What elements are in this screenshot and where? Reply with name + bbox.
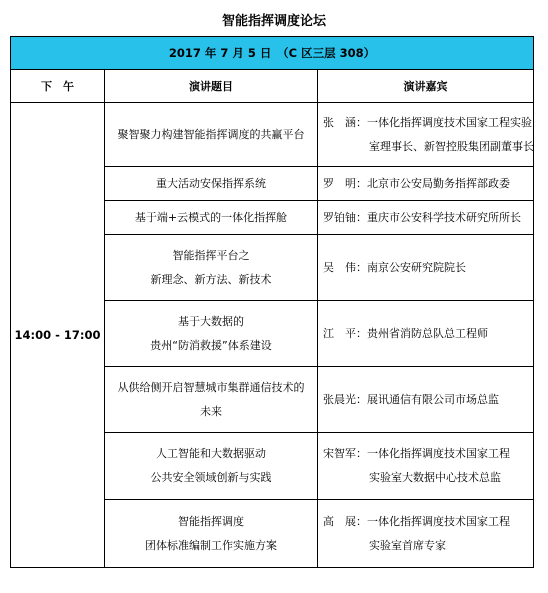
speaker-line: 罗铂铀：重庆市公安科学技术研究所所长: [323, 210, 521, 224]
date-cell: 2017 年 7 月 5 日 （C 区三层 308）: [11, 37, 534, 70]
topic-line: 人工智能和大数据驱动: [156, 447, 266, 460]
topic-line: 公共安全领域创新与实践: [150, 471, 272, 484]
schedule-table: [10, 36, 534, 568]
topic-line: 团体标准编制工作实施方案: [145, 538, 277, 552]
table-row: [11, 103, 534, 167]
topic-cell: [105, 103, 318, 167]
header-row: [11, 70, 534, 103]
speaker-line: 罗 明：北京市公安局勤务指挥部政委: [323, 176, 510, 190]
speaker-line: 张晨光：展讯通信有限公司市场总监: [323, 392, 499, 406]
header-speaker: 演讲嘉宾: [318, 70, 534, 103]
speaker-line: 江 平：贵州省消防总队总工程师: [323, 326, 488, 340]
topic-line: 贵州“防消救援”体系建设: [150, 338, 272, 352]
topic-cell: [105, 235, 318, 301]
speaker-cell: [318, 367, 534, 433]
speaker-cell: [318, 301, 534, 367]
topic-line: 从供给侧开启智慧城市集群通信技术的: [117, 380, 305, 394]
speaker-line: 张 涵：一体化指挥调度技术国家工程实验: [323, 115, 532, 129]
topic-cell: [105, 500, 318, 568]
time-cell: 14:00 - 17:00: [11, 103, 105, 568]
topic-line: 聚智聚力构建智能指挥调度的共赢平台: [117, 127, 305, 141]
topic-cell: [105, 167, 318, 201]
speaker-cell: [318, 103, 534, 167]
speaker-cell: [318, 235, 534, 301]
speaker-cell: [318, 500, 534, 568]
topic-cell: [105, 201, 318, 235]
header-topic: 演讲题目: [105, 70, 318, 103]
topic-cell: [105, 367, 318, 433]
speaker-line: 实验室大数据中心技术总监: [369, 471, 501, 484]
topic-line: 智能指挥平台之: [172, 248, 250, 262]
speaker-cell: [318, 201, 534, 235]
speaker-line: 实验室首席专家: [369, 538, 446, 552]
speaker-cell: [318, 433, 534, 500]
topic-cell: [105, 433, 318, 500]
topic-line: 新理念、新方法、新技术: [150, 272, 272, 286]
speaker-cell: [318, 167, 534, 201]
topic-line: 基于大数据的: [178, 314, 244, 328]
topic-cell: [105, 301, 318, 367]
topic-line: 基于端+云模式的一体化指挥舱: [134, 210, 288, 224]
topic-line: 智能指挥调度: [178, 514, 244, 528]
page-title: 智能指挥调度论坛: [221, 14, 326, 29]
topic-line: 未来: [200, 404, 222, 418]
speaker-line: 宋智军：一体化指挥调度技术国家工程: [323, 447, 510, 460]
date-row: [11, 37, 534, 70]
speaker-line: 室理事长、新智控股集团副董事长: [369, 139, 534, 153]
topic-line: 重大活动安保指挥系统: [156, 176, 266, 190]
header-session: 下 午: [11, 70, 105, 103]
speaker-line: 高 展：一体化指挥调度技术国家工程: [323, 514, 510, 528]
speaker-line: 吴 伟：南京公安研究院院长: [323, 260, 466, 274]
